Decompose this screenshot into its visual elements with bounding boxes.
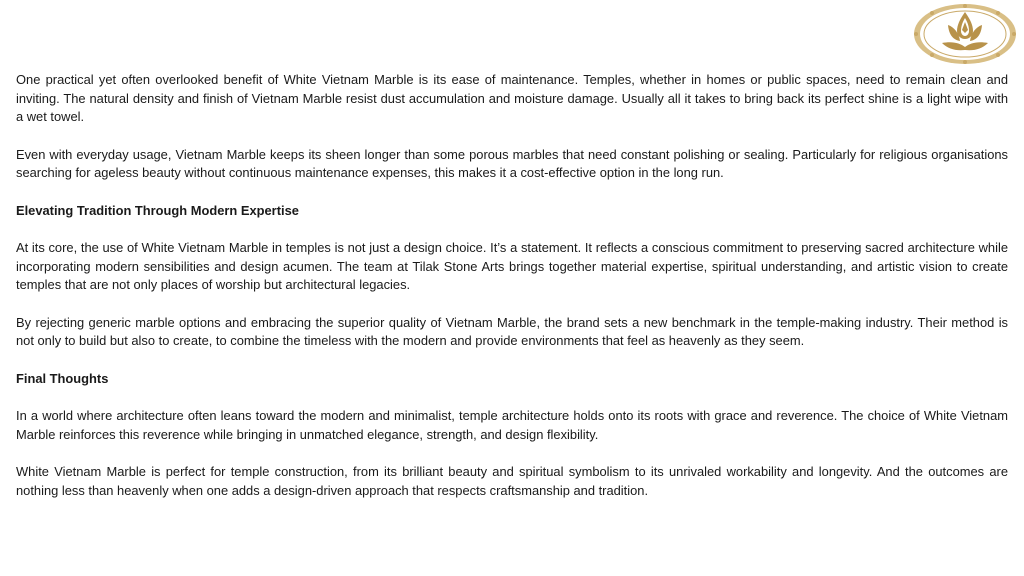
- paragraph-core: At its core, the use of White Vietnam Marble in temples is not just a design choice. It’s a statement. It reflects a conscious commitment to preserving sacred architecture while incorporating modern sensibilities and design acumen. The team at Tilak Stone Arts brings together material expertise, spiritual understanding, and artistic vision to create temples that are not only places of worship but architectural legacies.: [16, 240, 1008, 292]
- paragraph-maintenance: One practical yet often overlooked benefit of White Vietnam Marble is its ease of maintenance. Temples, whether in homes or public spaces, need to remain clean and inviting. The natural density and finish of Vietnam Marble resist dust accumulation and moisture damage. Usually all it takes to bring back its perfect shine is a light wipe with a wet towel.: [16, 72, 1008, 124]
- paragraph-sheen: Even with everyday usage, Vietnam Marble keeps its sheen longer than some porous marbles that need constant polishing or sealing. Particularly for religious organisations searching for ageless beauty without continuous maintenance expenses, this makes it a cost-effective option in the long run.: [16, 146, 1008, 180]
- document-body: [16, 71, 1008, 519]
- paragraph-architecture: In a world where architecture often leans toward the modern and minimalist, temple architecture holds onto its roots with grace and reverence. The choice of White Vietnam Marble reinforces this reverence while bringing in unmatched elegance, strength, and design flexibility.: [16, 408, 1008, 442]
- heading-elevating-tradition: Elevating Tradition Through Modern Expertise: [16, 202, 299, 218]
- paragraph-benchmark: By rejecting generic marble options and embracing the superior quality of Vietnam Marble, the brand sets a new benchmark in the temple-making industry. Their method is not only to build but also to create, to combine the timeless with the modern and provide environments that feel as heavenly as they seem.: [16, 314, 1008, 348]
- paragraph-conclusion: White Vietnam Marble is perfect for temple construction, from its brilliant beauty and spiritual symbolism to its unrivaled workability and longevity. And the outcomes are nothing less than heavenly when one adds a design-driven approach that respects craftsmanship and tradition.: [16, 464, 1008, 498]
- lotus-emblem-icon: [912, 3, 1018, 65]
- heading-final-thoughts: Final Thoughts: [16, 370, 109, 386]
